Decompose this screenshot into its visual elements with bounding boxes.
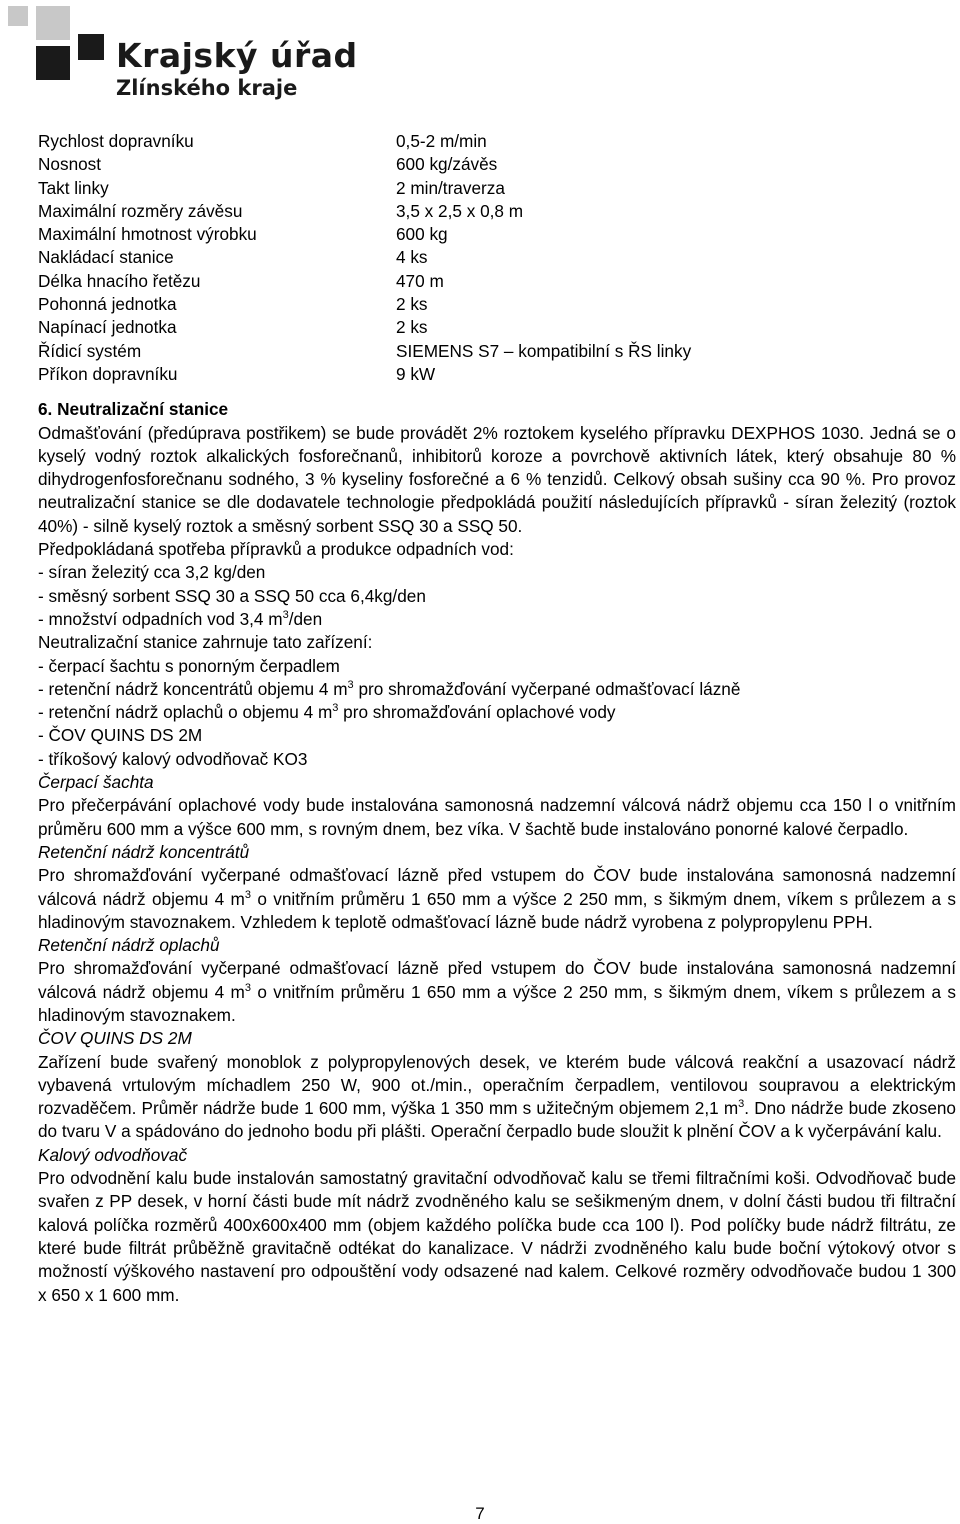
equipment-text: - retenční nádrž koncentrátů objemu 4 m <box>38 678 348 699</box>
equipment-item: - tříkošový kalový odvodňovač KO3 <box>38 748 308 769</box>
spec-label: Nakládací stanice <box>38 247 174 268</box>
spec-row <box>38 316 956 339</box>
spec-label: Takt linky <box>38 177 109 198</box>
spec-label: Napínací jednotka <box>38 317 177 338</box>
subsection-title-concentrate: Retenční nádrž koncentrátů <box>38 841 250 862</box>
spec-value: 470 m <box>396 270 444 291</box>
spec-value: 600 kg <box>396 224 448 245</box>
spec-value: 2 ks <box>396 317 428 338</box>
spec-value: 600 kg/závěs <box>396 154 498 175</box>
spec-label: Příkon dopravníku <box>38 363 178 384</box>
subsection-title-cov: ČOV QUINS DS 2M <box>38 1028 192 1049</box>
spec-label: Délka hnacího řetězu <box>38 270 201 291</box>
spec-row <box>38 130 956 153</box>
spec-label: Maximální hmotnost výrobku <box>38 224 257 245</box>
cov-paragraph <box>38 1051 956 1144</box>
rinse-paragraph <box>38 957 956 1027</box>
logo <box>8 6 358 102</box>
spec-row <box>38 293 956 316</box>
subsection-title-pump: Čerpací šachta <box>38 772 154 793</box>
spec-value: 2 ks <box>396 294 428 315</box>
logo-subtitle: Zlínského kraje <box>116 76 298 100</box>
superscript: 3 <box>332 702 339 715</box>
spec-value: 3,5 x 2,5 x 0,8 m <box>396 200 524 221</box>
spec-row <box>38 246 956 269</box>
section-heading: 6. Neutralizační stanice <box>38 399 229 420</box>
paragraph-text: Pro shromažďování vyčerpané odmašťovací lázně před vstupem do ČOV bude instalována samonosná nadzemní válcová nádrž objemu 4 m <box>38 865 956 909</box>
spec-row <box>38 153 956 176</box>
spec-value: 2 min/traverza <box>396 177 505 198</box>
spec-label: Nosnost <box>38 154 102 175</box>
paragraph-text: Zařízení bude svařený monoblok z polypropylenových desek, ve kterém bude válcová reakční a usazovací nádrž vybavená vrtulovým míchadlem 250 W, 900 ot./min., operačním čerpadlem, ventilovou soupravou a elektrickým rozvaděčem. Průměr nádrže bude 1 600 mm, výška 1 350 mm s užitečným objemem 2,1 m <box>38 1051 956 1119</box>
pump-paragraph: Pro přečerpávání oplachové vody bude instalována samonosná nadzemní válcová nádrž objemu cca 150 l o vnitřním průměru 600 mm a výšce 600 mm, s rovným dnem, bez víka. V šachtě bude instalováno ponorné kalové čerpadlo. <box>38 795 956 839</box>
superscript: 3 <box>738 1098 745 1111</box>
equipment-text: pro shromažďování vyčerpané odmašťovací lázně <box>353 678 741 699</box>
spec-label: Maximální rozměry závěsu <box>38 200 243 221</box>
subsection-title-rinse: Retenční nádrž oplachů <box>38 935 220 956</box>
paragraph-text: o vnitřním průměru 1 650 mm a výšce 2 250 mm, s šikmým dnem, víkem s průlezem a s hladinovým stavoznakem. <box>38 981 956 1025</box>
spec-value: SIEMENS S7 – kompatibilní s ŘS linky <box>396 340 692 361</box>
paragraph-text: o vnitřním průměru 1 650 mm a výšce 2 250 mm, s šikmým dnem, víkem s průlezem a s hladinovým stavoznakem. Vzhledem k teplotě odmašťovací lázně bude nádrž vyrobena z polypropylenu PPH. <box>38 888 956 932</box>
spec-label: Pohonná jednotka <box>38 294 177 315</box>
spec-row <box>38 363 956 386</box>
page-number: 7 <box>475 1504 485 1523</box>
superscript: 3 <box>282 608 289 621</box>
sludge-paragraph: Pro odvodnění kalu bude instalován samostatný gravitační odvodňovač kalu se třemi filtračními koši. Odvodňovač bude svařen z PP desek, v horní části bude mít nádrž zvodněného kalu se sešikmeným dnem, v dolní části budou tři filtrační kalová políčka rozměrů 400x600x400 mm (objem každého políčka bude cca 100 l). Pod políčky bude nádrž filtrátu, ze které bude filtrát průběžně gravitačně odtékat do kanalizace. V nádrži zvodněného kalu bude boční výtokový otvor s možností výškového nastavení pro odpouštění vody odsazené nad kalem. Celkové rozměry odvodňovače budou 1 300 x 650 x 1 600 mm. <box>38 1168 956 1305</box>
consumption-title: Předpokládaná spotřeba přípravků a produkce odpadních vod: <box>38 539 514 560</box>
superscript: 3 <box>244 981 251 994</box>
logo-title: Krajský úřad <box>116 36 358 75</box>
spec-label: Rychlost dopravníku <box>38 131 194 151</box>
spec-value: 4 ks <box>396 247 428 268</box>
wastewater-unit: /den <box>288 608 323 629</box>
logo-square-light-2 <box>36 6 70 40</box>
spec-value: 0,5-2 m/min <box>396 131 487 151</box>
superscript: 3 <box>347 678 354 691</box>
equipment-item: - ČOV QUINS DS 2M <box>38 725 203 746</box>
wastewater-text: - množství odpadních vod 3,4 m <box>38 608 283 629</box>
spec-row <box>38 177 956 200</box>
superscript: 3 <box>244 888 251 901</box>
logo-square-dark-1 <box>36 46 70 80</box>
spec-table <box>38 130 956 386</box>
equipment-item <box>38 701 956 724</box>
spec-row <box>38 270 956 293</box>
spec-value: 9 kW <box>396 363 436 384</box>
paragraph-text: . Dno nádrže bude zkoseno do tvaru V a spádováno do jednoho bodu při plášti. Operační čerpadlo bude sloužit k plnění ČOV a k vyčerpávání kalu. <box>38 1098 956 1142</box>
spec-row <box>38 223 956 246</box>
spec-row <box>38 340 956 363</box>
paragraph-text: Pro shromažďování vyčerpané odmašťovací lázně před vstupem do ČOV bude instalována samonosná nadzemní válcová nádrž objemu 4 m <box>38 958 956 1002</box>
logo-square-dark-2 <box>78 34 104 60</box>
equipment-title: Neutralizační stanice zahrnuje tato zařízení: <box>38 632 373 653</box>
spec-label: Řídicí systém <box>38 340 142 361</box>
logo-square-light-1 <box>8 6 28 26</box>
consumption-item <box>38 608 956 631</box>
document-body <box>38 130 956 1307</box>
subsection-title-sludge: Kalový odvodňovač <box>38 1144 188 1165</box>
concentrate-paragraph <box>38 864 956 934</box>
spec-row <box>38 200 956 223</box>
consumption-item: - směsný sorbent SSQ 30 a SSQ 50 cca 6,4kg/den <box>38 585 426 606</box>
intro-paragraph: Odmašťování (předúprava postřikem) se bude provádět 2% roztokem kyselého přípravku DEXPHOS 1030. Jedná se o kyselý vodný roztok alkalických fosforečnanů, inhibitorů koroze a povrchově aktivních látek, který obsahuje 80 % dihydrogenfosforečnanu sodného, 3 % kyseliny fosforečné a 6 % tenzidů. Celkový obsah sušiny cca 90 %. Pro provoz neutralizační stanice se dle dodavatele technologie předpokládá použití následujících přípravků - síran železitý (roztok 40%) - silně kyselý roztok a směsný sorbent SSQ 30 a SSQ 50. <box>38 422 956 536</box>
equipment-text: - retenční nádrž oplachů o objemu 4 m <box>38 702 333 723</box>
consumption-item: - síran železitý cca 3,2 kg/den <box>38 562 266 583</box>
equipment-text: pro shromažďování oplachové vody <box>338 702 616 723</box>
equipment-item <box>38 678 956 701</box>
equipment-item: - čerpací šachtu s ponorným čerpadlem <box>38 655 340 676</box>
